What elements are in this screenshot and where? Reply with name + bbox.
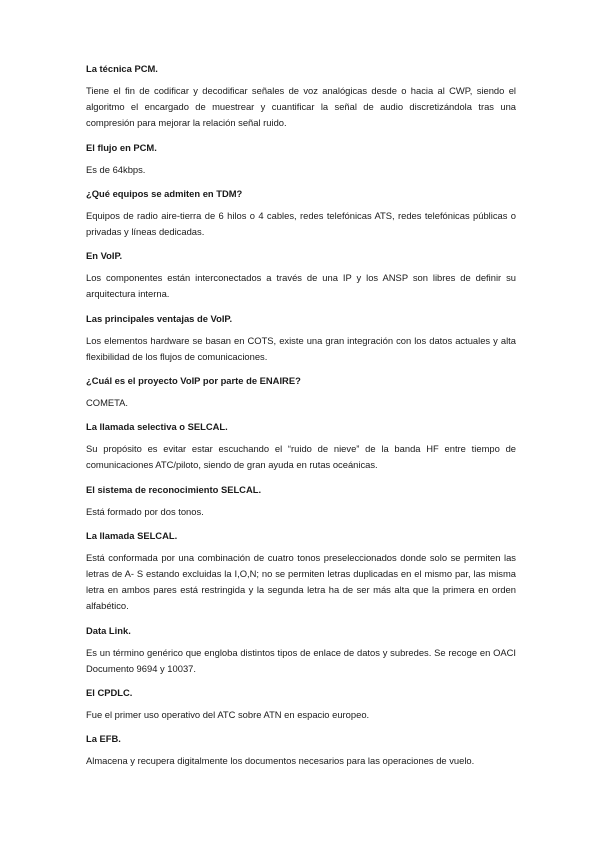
section-body: COMETA. [86,397,129,409]
section-heading: Las principales ventajas de VoIP. [86,312,233,324]
section-body: Fue el primer uso operativo del ATC sobre ATN en espacio europeo. [86,709,370,721]
section-heading: La técnica PCM. [86,63,158,74]
section-pcm-flow [86,141,516,178]
section-voip [86,249,516,302]
section-body: Es de 64kbps. [86,163,146,175]
section-heading: El CPDLC. [86,687,133,699]
section-cpdlc [86,686,516,723]
section-heading: El flujo en PCM. [86,141,157,153]
section-voip-advantages [86,312,516,365]
section-heading: En VoIP. [86,250,123,262]
section-body: Es un término genérico que engloba distintos tipos de enlace de datos y subredes. Se recoge en OACI Documento 9694 y 10037. [86,646,516,674]
section-heading: El sistema de reconocimiento SELCAL. [86,483,262,495]
section-body: Está conformada por una combinación de cuatro tonos preseleccionados donde solo se permiten las letras de A- S estando excluidas la I,O,N; no se permiten letras duplicadas en el mismo par, las misma letra en ambos pares está restringida y la segunda letra ha de ser más alta que la primera en orden alfabético. [86,551,516,612]
section-body: Tiene el fin de codificar y decodificar señales de voz analógicas desde o hacia al CWP, siendo el algoritmo el encargado de muestrear y cuantificar la señal de audio discretizándola tras una compresión para mejorar la relación señal ruido. [86,85,516,129]
section-heading: La EFB. [86,733,121,745]
section-selcal [86,420,516,473]
section-body: Equipos de radio aire-tierra de 6 hilos o 4 cables, redes telefónicas ATS, redes telefónicas públicas o privadas y líneas dedicadas. [86,209,516,238]
section-tdm-equipment [86,187,516,240]
section-heading: ¿Qué equipos se admiten en TDM? [86,187,243,199]
section-heading: La llamada selectiva o SELCAL. [86,421,228,433]
section-body: Almacena y recupera digitalmente los documentos necesarios para las operaciones de vuelo. [86,755,475,767]
section-body: Los elementos hardware se basan en COTS, existe una gran integración con los datos actuales y alta flexibilidad de los flujos de comunicaciones. [86,334,516,362]
section-body: Está formado por dos tonos. [86,505,204,517]
section-heading: ¿Cuál es el proyecto VoIP por parte de ENAIRE? [86,375,301,387]
section-data-link [86,624,516,677]
section-efb [86,732,516,769]
section-pcm-technique [86,62,516,132]
section-heading: La llamada SELCAL. [86,529,178,541]
section-body: Los componentes están interconectados a través de una IP y los ANSP son libres de definir su arquitectura interna. [86,272,516,300]
section-selcal-recognition [86,483,516,520]
section-selcal-call [86,529,516,615]
section-body: Su propósito es evitar estar escuchando el “ruido de nieve” de la banda HF entre tiempo de comunicaciones ATC/piloto, siendo de gran ayuda en rutas oceánicas. [86,443,516,471]
section-enaire-voip-project [86,374,516,411]
document-page [86,62,516,778]
section-heading: Data Link. [86,624,131,636]
